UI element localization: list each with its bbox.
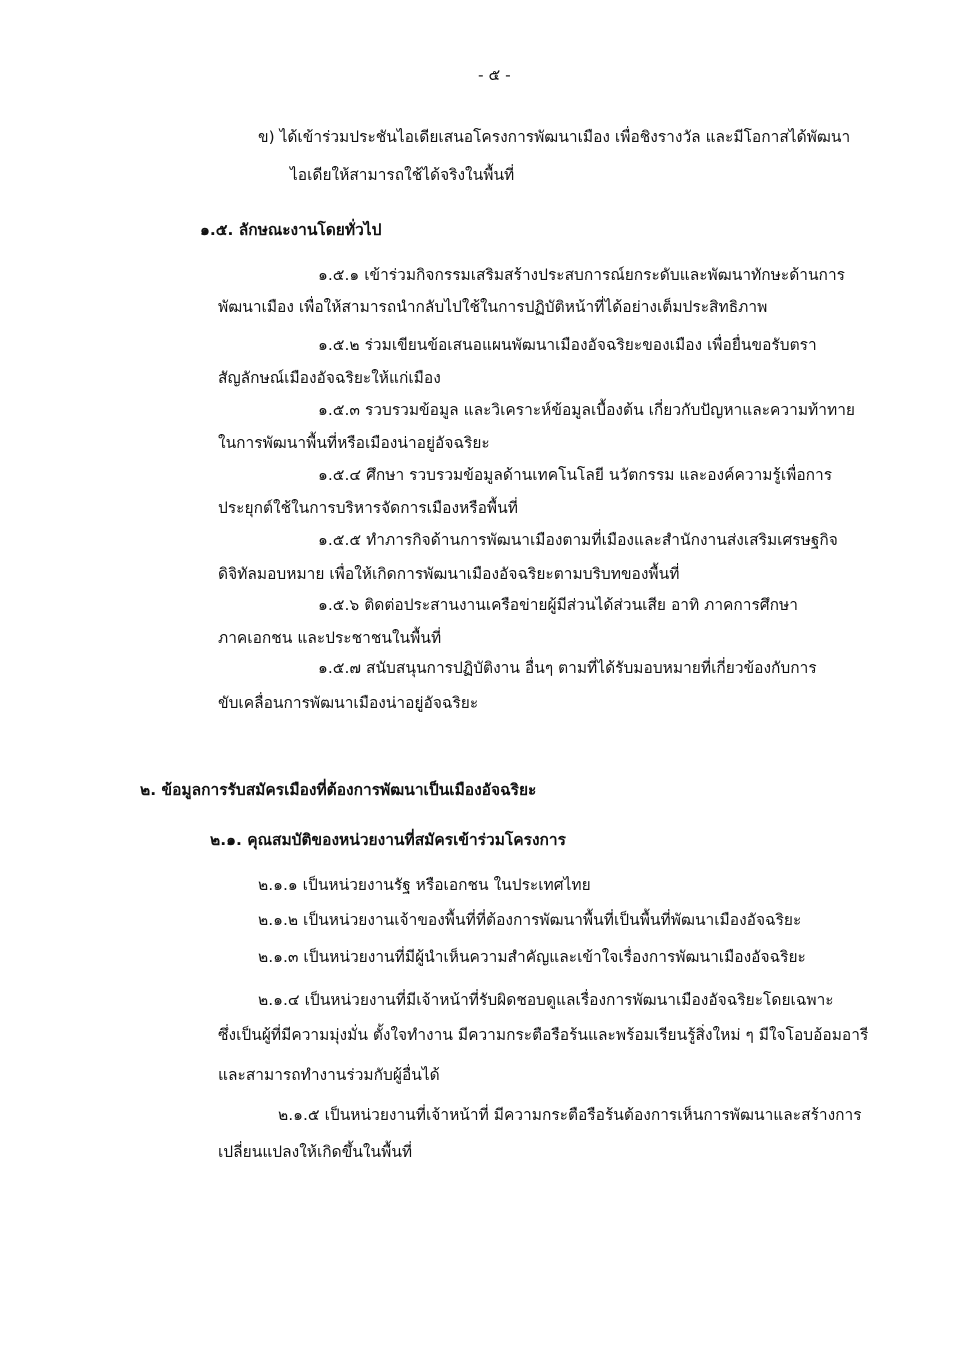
item-line: เปลี่ยนแปลงให้เกิดขึ้นในพื้นที่ <box>218 1143 413 1161</box>
item-2-1-3: ๒.๑.๓ เป็นหน่วยงานที่มีผู้นำเห็นความสำคัญและเข้าใจเรื่องการพัฒนาเมืองอัจฉริยะ <box>258 948 806 966</box>
item-kho-line-1: ข) ได้เข้าร่วมประชันไอเดียเสนอโครงการพัฒนาเมือง เพื่อชิงรางวัล และมีโอกาสได้พัฒนา <box>258 128 851 146</box>
item-line: ประยุกต์ใช้ในการบริหารจัดการเมืองหรือพื้นที่ <box>218 499 518 517</box>
section-2-1-heading: ๒.๑. คุณสมบัติของหน่วยงานที่สมัครเข้าร่วมโครงการ <box>210 831 566 849</box>
item-line: พัฒนาเมือง เพื่อให้สามารถนำกลับไปใช้ในการปฏิบัติหน้าที่ได้อย่างเต็มประสิทธิภาพ <box>218 298 768 316</box>
item-line: ๒.๑.๕ เป็นหน่วยงานที่เจ้าหน้าที่ มีความกระตือรือร้นต้องการเห็นการพัฒนาและสร้างการ <box>278 1106 862 1124</box>
item-line: ดิจิทัลมอบหมาย เพื่อให้เกิดการพัฒนาเมืองอัจฉริยะตามบริบทของพื้นที่ <box>218 565 680 583</box>
item-line: ๑.๕.๔ ศึกษา รวบรวมข้อมูลด้านเทคโนโลยี นวัตกรรม และองค์ความรู้เพื่อการ <box>318 466 833 484</box>
item-line: ๑.๕.๒ ร่วมเขียนข้อเสนอแผนพัฒนาเมืองอัจฉริยะของเมือง เพื่อยื่นขอรับตรา <box>318 336 817 354</box>
item-line: ๒.๑.๔ เป็นหน่วยงานที่มีเจ้าหน้าที่รับผิดชอบดูแลเรื่องการพัฒนาเมืองอัจฉริยะโดยเฉพาะ <box>258 991 834 1009</box>
item-2-1-2: ๒.๑.๒ เป็นหน่วยงานเจ้าของพื้นที่ที่ต้องการพัฒนาพื้นที่เป็นพื้นที่พัฒนาเมืองอัจฉริยะ <box>258 911 802 929</box>
item-line: ขับเคลื่อนการพัฒนาเมืองน่าอยู่อัจฉริยะ <box>218 694 479 712</box>
item-line: ในการพัฒนาพื้นที่หรือเมืองน่าอยู่อัจฉริยะ <box>218 434 490 452</box>
item-line: ภาคเอกชน และประชาชนในพื้นที่ <box>218 629 442 647</box>
section-1-5-heading: ๑.๕. ลักษณะงานโดยทั่วไป <box>200 221 382 239</box>
item-line: และสามารถทำงานร่วมกับผู้อื่นได้ <box>218 1066 440 1084</box>
item-line: ๑.๕.๑ เข้าร่วมกิจกรรมเสริมสร้างประสบการณ์ยกระดับและพัฒนาทักษะด้านการ <box>318 266 845 284</box>
item-line: ๑.๕.๖ ติดต่อประสานงานเครือข่ายผู้มีส่วนได้ส่วนเสีย อาทิ ภาคการศึกษา <box>318 596 798 614</box>
item-line: ๑.๕.๓ รวบรวมข้อมูล และวิเคราะห์ข้อมูลเบื้องต้น เกี่ยวกับปัญหาและความท้าทาย <box>318 401 855 419</box>
item-kho-line-2: ไอเดียให้สามารถใช้ได้จริงในพื้นที่ <box>290 166 515 184</box>
section-2-heading: ๒. ข้อมูลการรับสมัครเมืองที่ต้องการพัฒนาเป็นเมืองอัจฉริยะ <box>140 781 537 799</box>
item-line: ๑.๕.๗ สนับสนุนการปฏิบัติงาน อื่นๆ ตามที่ได้รับมอบหมายที่เกี่ยวข้องกับการ <box>318 659 817 677</box>
item-line: ๑.๕.๕ ทำภารกิจด้านการพัฒนาเมืองตามที่เมืองและสำนักงานส่งเสริมเศรษฐกิจ <box>318 531 838 549</box>
item-line: สัญลักษณ์เมืองอัจฉริยะให้แก่เมือง <box>218 369 441 387</box>
item-line: ซึ่งเป็นผู้ที่มีความมุ่งมั่น ตั้งใจทำงาน มีความกระตือรือร้นและพร้อมเรียนรู้สิ่งใหม่ ๆ มีใจโอบอ้อมอารี <box>218 1026 869 1044</box>
page-number: - ๕ - <box>478 66 511 84</box>
item-2-1-1: ๒.๑.๑ เป็นหน่วยงานรัฐ หรือเอกชน ในประเทศไทย <box>258 876 591 894</box>
